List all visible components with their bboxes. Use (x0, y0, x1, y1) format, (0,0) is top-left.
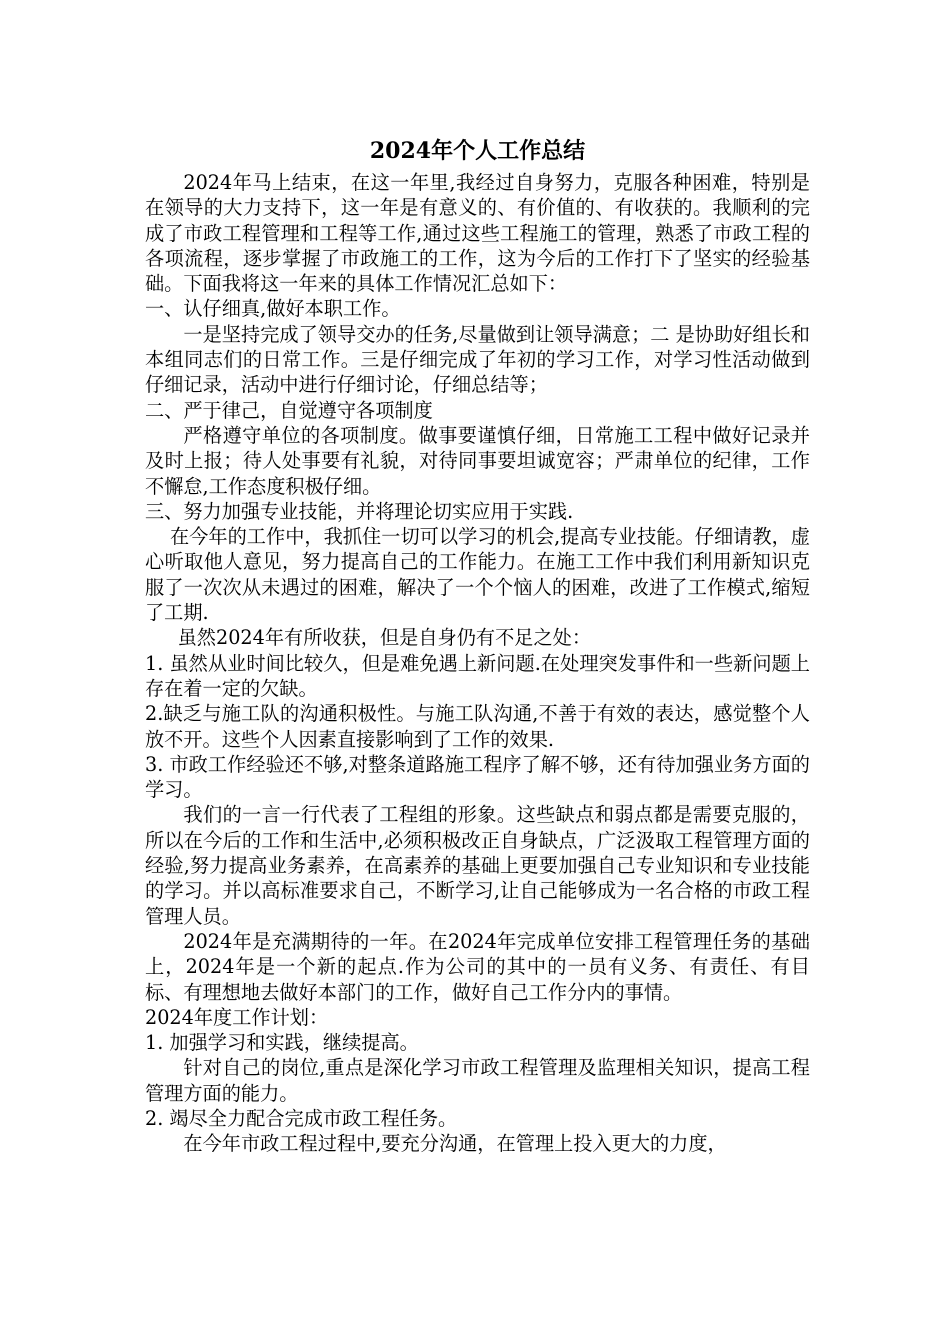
document-body (145, 170, 810, 1157)
section-heading: 三、努力加强专业技能，并将理论切实应用于实践. (145, 499, 574, 523)
section-heading: 二、严于律己，自觉遵守各项制度 (145, 398, 433, 422)
list-item: 1. 虽然从业时间比较久，但是难免遇上新问题.在处理突发事件和一些新问题上存在着一定的欠缺。 (145, 651, 810, 700)
list-item: 3. 市政工作经验还不够,对整条道路施工程序了解不够，还有待加强业务方面的学习。 (145, 752, 810, 802)
document-page (145, 134, 810, 1157)
paragraph: 在今年的工作中，我抓住一切可以学习的机会,提高专业技能。仔细请教，虚心听取他人意见，努力提高自己的工作能力。在施工工作中我们利用新知识克服了一次次从未遇过的困难，解决了一个个恼人的困难，改进了工作模式,缩短了工期. (145, 525, 810, 625)
paragraph: 在今年市政工程过程中,要充分沟通，在管理上投入更大的力度， (183, 1132, 727, 1156)
section-heading: 一、认仔细真,做好本职工作。 (145, 297, 401, 321)
paragraph: 一是坚持完成了领导交办的任务,尽量做到让领导满意；二 是协助好组长和本组同志们的日常工作。三是仔细完成了年初的学习工作，对学习性活动做到仔细记录，活动中进行仔细讨论，仔细总结等； (145, 322, 810, 397)
paragraph: 严格遵守单位的各项制度。做事要谨慎仔细，日常施工工程中做好记录并及时上报；待人处事要有礼貌，对待同事要坦诚宽容；严肃单位的纪律，工作不懈怠,工作态度积极仔细。 (145, 423, 810, 498)
list-item: 1. 加强学习和实践，继续提高。 (145, 1031, 419, 1055)
list-item: 2.缺乏与施工队的沟通积极性。与施工队沟通,不善于有效的表达，感觉整个人放不开。这些个人因素直接影响到了工作的效果. (145, 702, 810, 751)
paragraph: 虽然2024年有所收获，但是自身仍有不足之处： (177, 626, 592, 650)
paragraph: 我们的一言一行代表了工程组的形象。这些缺点和弱点都是需要克服的，所以在今后的工作和生活中,必须积极改正自身缺点，广泛汲取工程管理方面的经验,努力提高业务素养，在高素养的基础上更要加强自己专业知识和专业技能的学习。并以高标准要求自己，不断学习,让自己能够成为一名合格的市政工程管理人员。 (145, 803, 810, 928)
section-heading: 2024年度工作计划： (145, 1005, 329, 1029)
page-title: 2024年个人工作总结 (369, 138, 586, 164)
paragraph: 2024年是充满期待的一年。在2024年完成单位安排工程管理任务的基础上，2024年是一个新的起点.作为公司的其中的一员有义务、有责任、有目标、有理想地去做好本部门的工作，做好自己工作分内的事情。 (145, 929, 810, 1004)
paragraph: 针对自己的岗位,重点是深化学习市政工程管理及监理相关知识，提高工程管理方面的能力。 (145, 1056, 810, 1105)
paragraph: 2024年马上结束，在这一年里,我经过自身努力，克服各种困难，特别是在领导的大力支持下，这一年是有意义的、有价值的、有收获的。我顺利的完成了市政工程管理和工程等工作,通过这些工程施工的管理，熟悉了市政工程的各项流程，逐步掌握了市政施工的工作，这为今后的工作打下了坚实的经验基础。下面我将这一年来的具体工作情况汇总如下： (145, 171, 810, 296)
list-item: 2. 竭尽全力配合完成市政工程任务。 (145, 1106, 458, 1130)
